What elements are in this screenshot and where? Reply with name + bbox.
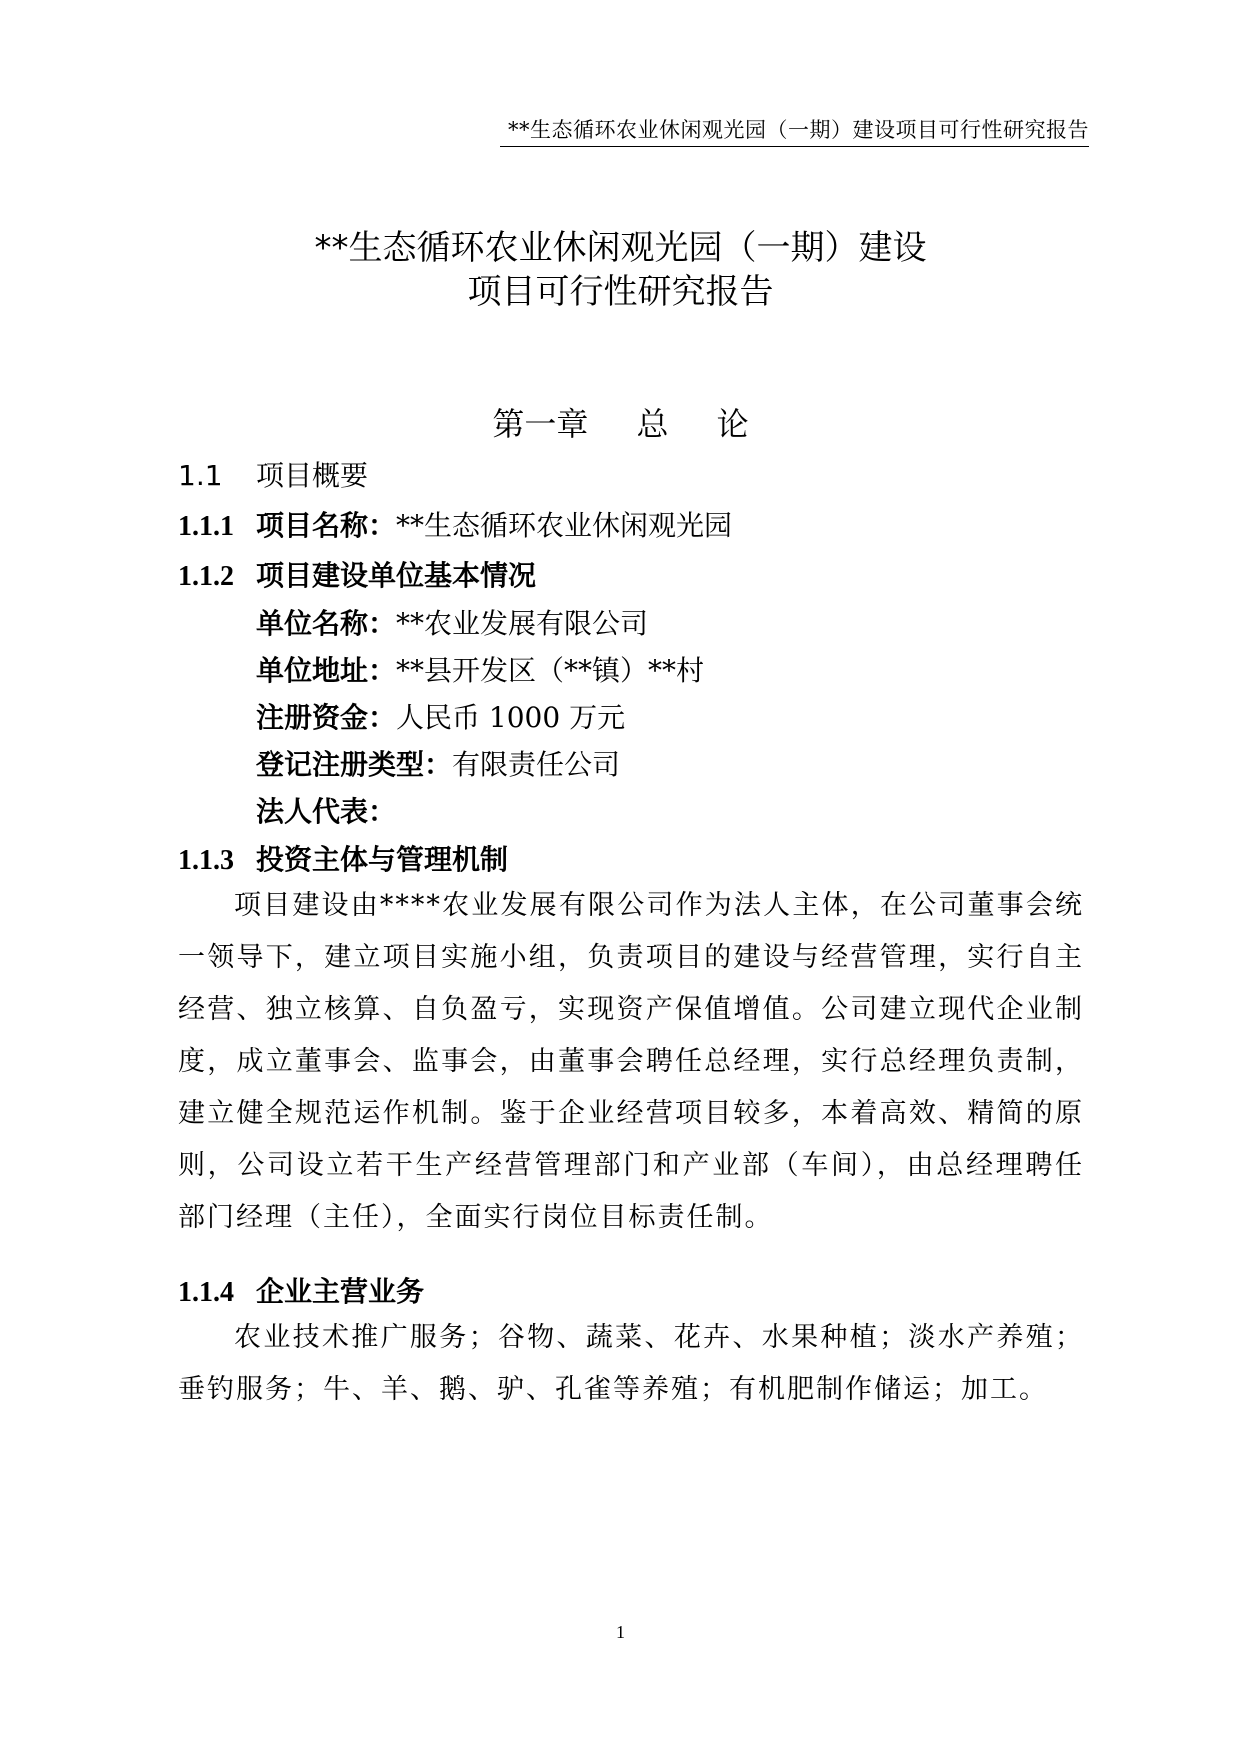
field-registration-type [256, 745, 620, 785]
report-title-line-1: **生态循环农业休闲观光园（一期）建设 [314, 228, 927, 268]
field-value: **生态循环农业休闲观光园 [396, 509, 733, 542]
field-unit-name [256, 604, 648, 644]
section-number: 1.1.1 [178, 511, 234, 542]
field-legal-representative [256, 792, 396, 832]
field-value: 有限责任公司 [452, 748, 621, 781]
field-label: 项目名称： [256, 509, 397, 542]
section-1-1-2-heading [178, 556, 536, 597]
paragraph-investment-management: 项目建设由****农业发展有限公司作为法人主体，在公司董事会统一领导下，建立项目实施小组，负责项目的建设与经营管理，实行自主经营、独立核算、自负盈亏，实现资产保值增值。公司建立现代企业制度，成立董事会、监事会，由董事会聘任总经理，实行总经理负责制，建立健全规范运作机制。鉴于企业经营项目较多，本着高效、精简的原则，公司设立若干生产经营管理部门和产业部（车间），由总经理聘任部门经理（主任），全面实行岗位目标责任制。 [178, 890, 1084, 1233]
section-1-1-4-heading [178, 1272, 424, 1313]
field-label: 登记注册类型： [256, 748, 453, 781]
field-label: 法人代表： [256, 795, 397, 828]
paragraph-main-business: 农业技术推广服务；谷物、蔬菜、花卉、水果种植；淡水产养殖；垂钓服务；牛、羊、鹅、驴、孔雀等养殖；有机肥制作储运；加工。 [178, 1322, 1084, 1405]
section-1-1-heading [178, 456, 368, 496]
field-label: 注册资金： [256, 701, 397, 734]
section-title: 投资主体与管理机制 [256, 843, 509, 876]
section-title: 项目概要 [256, 459, 369, 492]
section-title: 企业主营业务 [256, 1275, 425, 1308]
page-number: 1 [616, 1622, 625, 1642]
section-title: 项目建设单位基本情况 [256, 559, 537, 592]
field-label: 单位地址： [256, 654, 397, 687]
section-1-1-1-heading [178, 506, 732, 547]
field-value: **农业发展有限公司 [396, 607, 649, 640]
chapter-heading: 第一章 总 论 [492, 405, 749, 443]
running-header: **生态循环农业休闲观光园（一期）建设项目可行性研究报告 [500, 116, 1089, 147]
field-value: **县开发区（**镇）**村 [396, 654, 705, 687]
field-label: 单位名称： [256, 607, 397, 640]
field-value: 人民币 1000 万元 [396, 701, 626, 734]
field-unit-address [256, 651, 704, 691]
section-1-1-3-heading [178, 840, 508, 881]
field-registered-capital [256, 698, 625, 738]
section-number: 1.1 [178, 459, 223, 492]
section-number: 1.1.2 [178, 561, 234, 592]
report-title-line-2: 项目可行性研究报告 [467, 272, 774, 312]
section-number: 1.1.4 [178, 1277, 234, 1308]
section-number: 1.1.3 [178, 845, 234, 876]
